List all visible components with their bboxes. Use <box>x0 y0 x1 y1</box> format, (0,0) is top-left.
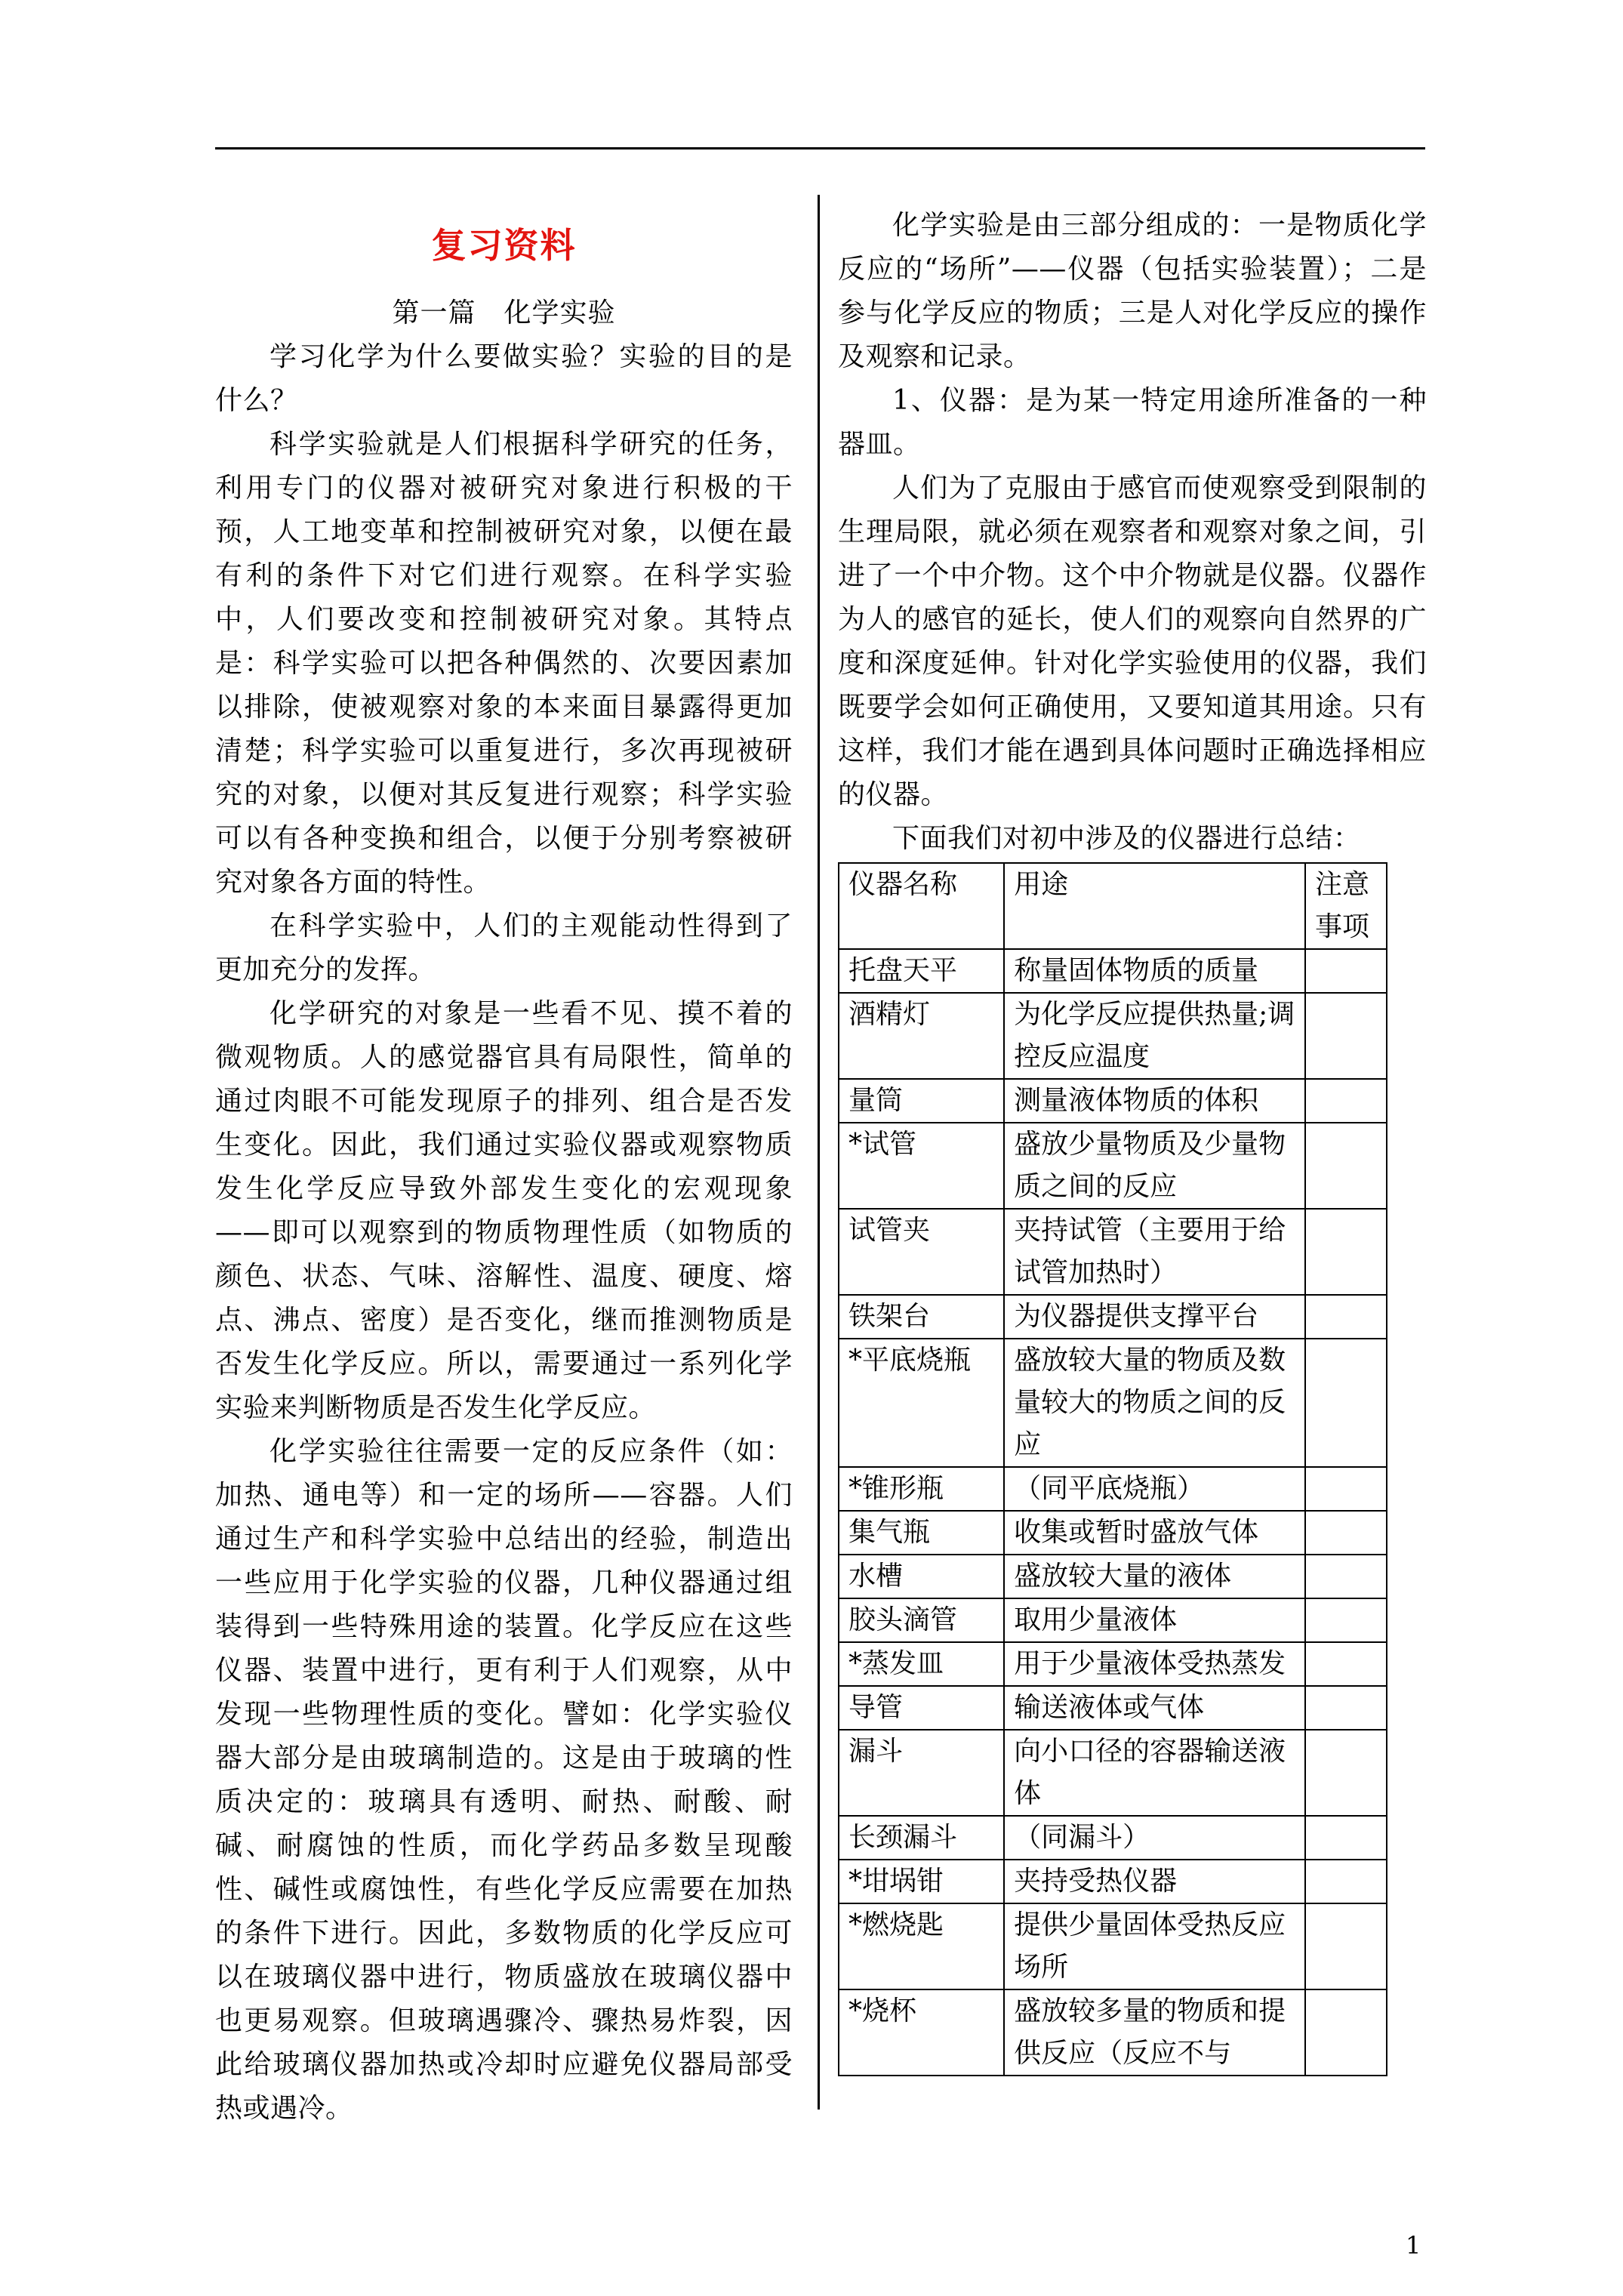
table-row <box>839 1295 1387 1339</box>
table-row <box>839 1467 1387 1511</box>
cell-name: *蒸发皿 <box>839 1642 1004 1686</box>
cell-use: 输送液体或气体 <box>1004 1686 1305 1730</box>
cell-name: 托盘天平 <box>839 949 1004 993</box>
cell-name: 酒精灯 <box>839 993 1004 1079</box>
header-name: 仪器名称 <box>839 863 1004 949</box>
paragraph: 在科学实验中，人们的主观能动性得到了更加充分的发挥。 <box>215 911 793 985</box>
cell-note <box>1305 1598 1387 1642</box>
table-row <box>839 1555 1387 1598</box>
table-row <box>839 1123 1387 1209</box>
section-subtitle: 第一篇 化学实验 <box>392 297 616 328</box>
cell-use: （同漏斗） <box>1004 1816 1305 1860</box>
header-rule <box>215 147 1425 149</box>
cell-note <box>1305 949 1387 993</box>
cell-name: *试管 <box>839 1123 1004 1209</box>
table-row <box>839 993 1387 1079</box>
table-row <box>839 1642 1387 1686</box>
cell-note <box>1305 1642 1387 1686</box>
cell-note <box>1305 1903 1387 1989</box>
cell-use: 向小口径的容器输送液体 <box>1004 1730 1305 1816</box>
table-row <box>839 1860 1387 1903</box>
column-divider <box>818 195 820 2110</box>
cell-use: 收集或暂时盛放气体 <box>1004 1511 1305 1555</box>
cell-note <box>1305 1339 1387 1467</box>
table-row <box>839 1686 1387 1730</box>
table-row <box>839 1209 1387 1295</box>
table-row <box>839 1903 1387 1989</box>
cell-use: 盛放较大量的液体 <box>1004 1555 1305 1598</box>
cell-note <box>1305 1079 1387 1123</box>
cell-note <box>1305 1295 1387 1339</box>
table-row <box>839 1598 1387 1642</box>
cell-note <box>1305 1816 1387 1860</box>
right-column <box>838 204 1427 2076</box>
cell-note <box>1305 1467 1387 1511</box>
paragraph: 化学实验是由三部分组成的：一是物质化学反应的“场所”——仪器（包括实验装置）；二是参与化学反应的物质；三是人对化学反应的操作及观察和记录。 <box>838 210 1427 372</box>
cell-name: 集气瓶 <box>839 1511 1004 1555</box>
cell-name: 长颈漏斗 <box>839 1816 1004 1860</box>
cell-name: *烧杯 <box>839 1989 1004 2076</box>
table-header-row <box>839 863 1387 949</box>
table-row <box>839 1079 1387 1123</box>
cell-use: 夹持受热仪器 <box>1004 1860 1305 1903</box>
paragraph: 学习化学为什么要做实验？实验的目的是什么？ <box>215 341 793 416</box>
cell-use: 取用少量液体 <box>1004 1598 1305 1642</box>
cell-use: 盛放少量物质及少量物质之间的反应 <box>1004 1123 1305 1209</box>
paragraph: 化学研究的对象是一些看不见、摸不着的微观物质。人的感觉器官具有局限性，简单的通过肉眼不可能发现原子的排列、组合是否发生变化。因此，我们通过实验仪器或观察物质发生化学反应导致外部发生变化的宏观现象——即可以观察到的物质物理性质（如物质的颜色、状态、气味、溶解性、温度、硬度、熔点、沸点、密度）是否变化，继而推测物质是否发生化学反应。所以，需要通过一系列化学实验来判断物质是否发生化学反应。 <box>215 998 793 1423</box>
cell-use: 用于少量液体受热蒸发 <box>1004 1642 1305 1686</box>
cell-note <box>1305 1686 1387 1730</box>
table-row <box>839 949 1387 993</box>
cell-name: 试管夹 <box>839 1209 1004 1295</box>
header-note: 注意事项 <box>1305 863 1387 949</box>
cell-name: 水槽 <box>839 1555 1004 1598</box>
cell-use: 为仪器提供支撑平台 <box>1004 1295 1305 1339</box>
cell-note <box>1305 1989 1387 2076</box>
cell-note <box>1305 1860 1387 1903</box>
table-row <box>839 1511 1387 1555</box>
paragraph: 科学实验就是人们根据科学研究的任务，利用专门的仪器对被研究对象进行积极的干预，人工地变革和控制被研究对象，以便在最有利的条件下对它们进行观察。在科学实验中，人们要改变和控制被研究对象。其特点是：科学实验可以把各种偶然的、次要因素加以排除，使被观察对象的本来面目暴露得更加清楚；科学实验可以重复进行，多次再现被研究的对象，以便对其反复进行观察；科学实验可以有各种变换和组合，以便于分别考察被研究对象各方面的特性。 <box>215 429 793 898</box>
left-column <box>215 204 793 2131</box>
header-use: 用途 <box>1004 863 1305 949</box>
table-row <box>839 1989 1387 2076</box>
cell-name: *燃烧匙 <box>839 1903 1004 1989</box>
cell-name: 铁架台 <box>839 1295 1004 1339</box>
cell-name: 胶头滴管 <box>839 1598 1004 1642</box>
instrument-table <box>838 862 1387 2076</box>
cell-name: 导管 <box>839 1686 1004 1730</box>
table-row <box>839 1816 1387 1860</box>
cell-note <box>1305 1209 1387 1295</box>
cell-note <box>1305 1123 1387 1209</box>
cell-name: 量筒 <box>839 1079 1004 1123</box>
page-title: 复习资料 <box>431 225 577 266</box>
cell-note <box>1305 1730 1387 1816</box>
cell-note <box>1305 1555 1387 1598</box>
cell-name: *坩埚钳 <box>839 1860 1004 1903</box>
paragraph: 下面我们对初中涉及的仪器进行总结： <box>892 823 1361 854</box>
cell-use: 夹持试管（主要用于给试管加热时） <box>1004 1209 1305 1295</box>
cell-use: 测量液体物质的体积 <box>1004 1079 1305 1123</box>
cell-use: 为化学反应提供热量;调控反应温度 <box>1004 993 1305 1079</box>
cell-use: 称量固体物质的质量 <box>1004 949 1305 993</box>
page-number: 1 <box>1406 2231 1421 2260</box>
table-row <box>839 1730 1387 1816</box>
paragraph: 人们为了克服由于感官而使观察受到限制的生理局限，就必须在观察者和观察对象之间，引进了一个中介物。这个中介物就是仪器。仪器作为人的感官的延长，使人们的观察向自然界的广度和深度延伸。针对化学实验使用的仪器，我们既要学会如何正确使用，又要知道其用途。只有这样，我们才能在遇到具体问题时正确选择相应的仪器。 <box>838 473 1427 810</box>
table-row <box>839 1339 1387 1467</box>
cell-use: 盛放较多量的物质和提供反应（反应不与 <box>1004 1989 1305 2076</box>
paragraph: 1、仪器：是为某一特定用途所准备的一种器皿。 <box>838 385 1427 460</box>
cell-name: 漏斗 <box>839 1730 1004 1816</box>
cell-name: *平底烧瓶 <box>839 1339 1004 1467</box>
cell-use: 提供少量固体受热反应场所 <box>1004 1903 1305 1989</box>
cell-note <box>1305 1511 1387 1555</box>
paragraph: 化学实验往往需要一定的反应条件（如：加热、通电等）和一定的场所——容器。人们通过生产和科学实验中总结出的经验，制造出一些应用于化学实验的仪器，几种仪器通过组装得到一些特殊用途的装置。化学反应在这些仪器、装置中进行，更有利于人们观察，从中发现一些物理性质的变化。譬如：化学实验仪器大部分是由玻璃制造的。这是由于玻璃的性质决定的：玻璃具有透明、耐热、耐酸、耐碱、耐腐蚀的性质，而化学药品多数呈现酸性、碱性或腐蚀性，有些化学反应需要在加热的条件下进行。因此，多数物质的化学反应可以在玻璃仪器中进行，物质盛放在玻璃仪器中也更易观察。但玻璃遇骤冷、骤热易炸裂，因此给玻璃仪器加热或冷却时应避免仪器局部受热或遇冷。 <box>215 1436 793 2124</box>
cell-use: （同平底烧瓶） <box>1004 1467 1305 1511</box>
cell-note <box>1305 993 1387 1079</box>
cell-name: *锥形瓶 <box>839 1467 1004 1511</box>
cell-use: 盛放较大量的物质及数量较大的物质之间的反应 <box>1004 1339 1305 1467</box>
